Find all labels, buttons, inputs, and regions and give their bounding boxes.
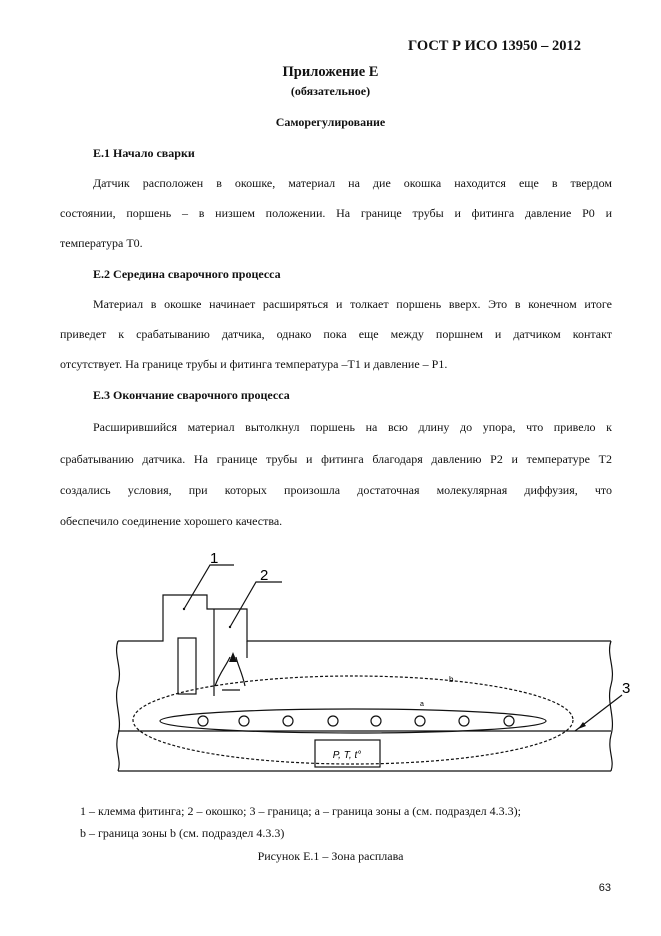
measurement-box-label: P, T, t° (332, 750, 362, 761)
arrow-head (229, 652, 237, 662)
wire-circle (198, 716, 208, 726)
paragraph-line: состоянии, поршень – в низшем положении. На границе трубы и фитинга давление P0 и (60, 206, 612, 220)
paragraph-line: Расширившийся материал вытолкнул поршень на всю длину до упора, что привело к (93, 420, 612, 434)
figure-label-3: 3 (622, 680, 631, 697)
page-number: 63 (598, 882, 611, 894)
expansion-arrow-left (215, 657, 230, 686)
melt-zone-figure (0, 540, 661, 790)
paragraph-line: температура T0. (60, 236, 143, 250)
leader-2 (230, 582, 282, 627)
section-heading-e3: Е.3 Окончание сварочного процесса (93, 388, 290, 402)
figure-label-1: 1 (210, 550, 219, 567)
paragraph-line: создались условия, при которых произошла достаточная молекулярная диффузия, что (60, 483, 612, 497)
appendix-topic: Саморегулирование (275, 115, 386, 129)
leader-1 (184, 565, 234, 609)
paragraph-line: срабатыванию датчика. На границе трубы и фитинга благодаря давлению P2 и температуре T2 (60, 452, 612, 466)
wire-circle (504, 716, 514, 726)
figure-label-a: a (420, 701, 424, 708)
figure-caption: Рисунок Е.1 – Зона расплава (257, 849, 404, 863)
wire-circle (371, 716, 381, 726)
fitting-outline (118, 595, 611, 641)
zone-a-boundary (160, 709, 546, 733)
paragraph-line: приведет к срабатыванию датчика, однако пока еще между поршнем и датчиком контакт (60, 327, 612, 341)
wire-circle (283, 716, 293, 726)
standard-header: ГОСТ Р ИСО 13950 – 2012 (408, 38, 581, 54)
paragraph-line: обеспечило соединение хорошего качества. (60, 514, 283, 528)
right-break-line (610, 641, 613, 771)
left-break-line (117, 641, 120, 771)
paragraph-line: Датчик расположен в окошке, материал на дие окошка находится еще в твердом (93, 176, 612, 190)
section-heading-e2: Е.2 Середина сварочного процесса (93, 267, 281, 281)
section-heading-e1: Е.1 Начало сварки (93, 146, 195, 160)
paragraph-line: Материал в окошке начинает расширяться и толкает поршень вверх. Это в конечном итоге (93, 297, 612, 311)
wire-circle (239, 716, 249, 726)
figure-label-2: 2 (260, 567, 269, 584)
figure-legend-line: b – граница зоны b (см. подраздел 4.3.3) (80, 826, 285, 840)
wire-circle (415, 716, 425, 726)
appendix-title: Приложение Е (282, 64, 379, 80)
wire-circle (328, 716, 338, 726)
terminal-inner (178, 638, 196, 694)
wire-circle (459, 716, 469, 726)
appendix-status: (обязательное) (290, 84, 371, 98)
figure-legend-line: 1 – клемма фитинга; 2 – окошко; 3 – граница; a – граница зоны a (см. подраздел 4.3.3); (80, 804, 521, 818)
figure-label-b: b (449, 675, 454, 684)
paragraph-line: отсутствует. На границе трубы и фитинга температура –T1 и давление – P1. (60, 357, 448, 371)
